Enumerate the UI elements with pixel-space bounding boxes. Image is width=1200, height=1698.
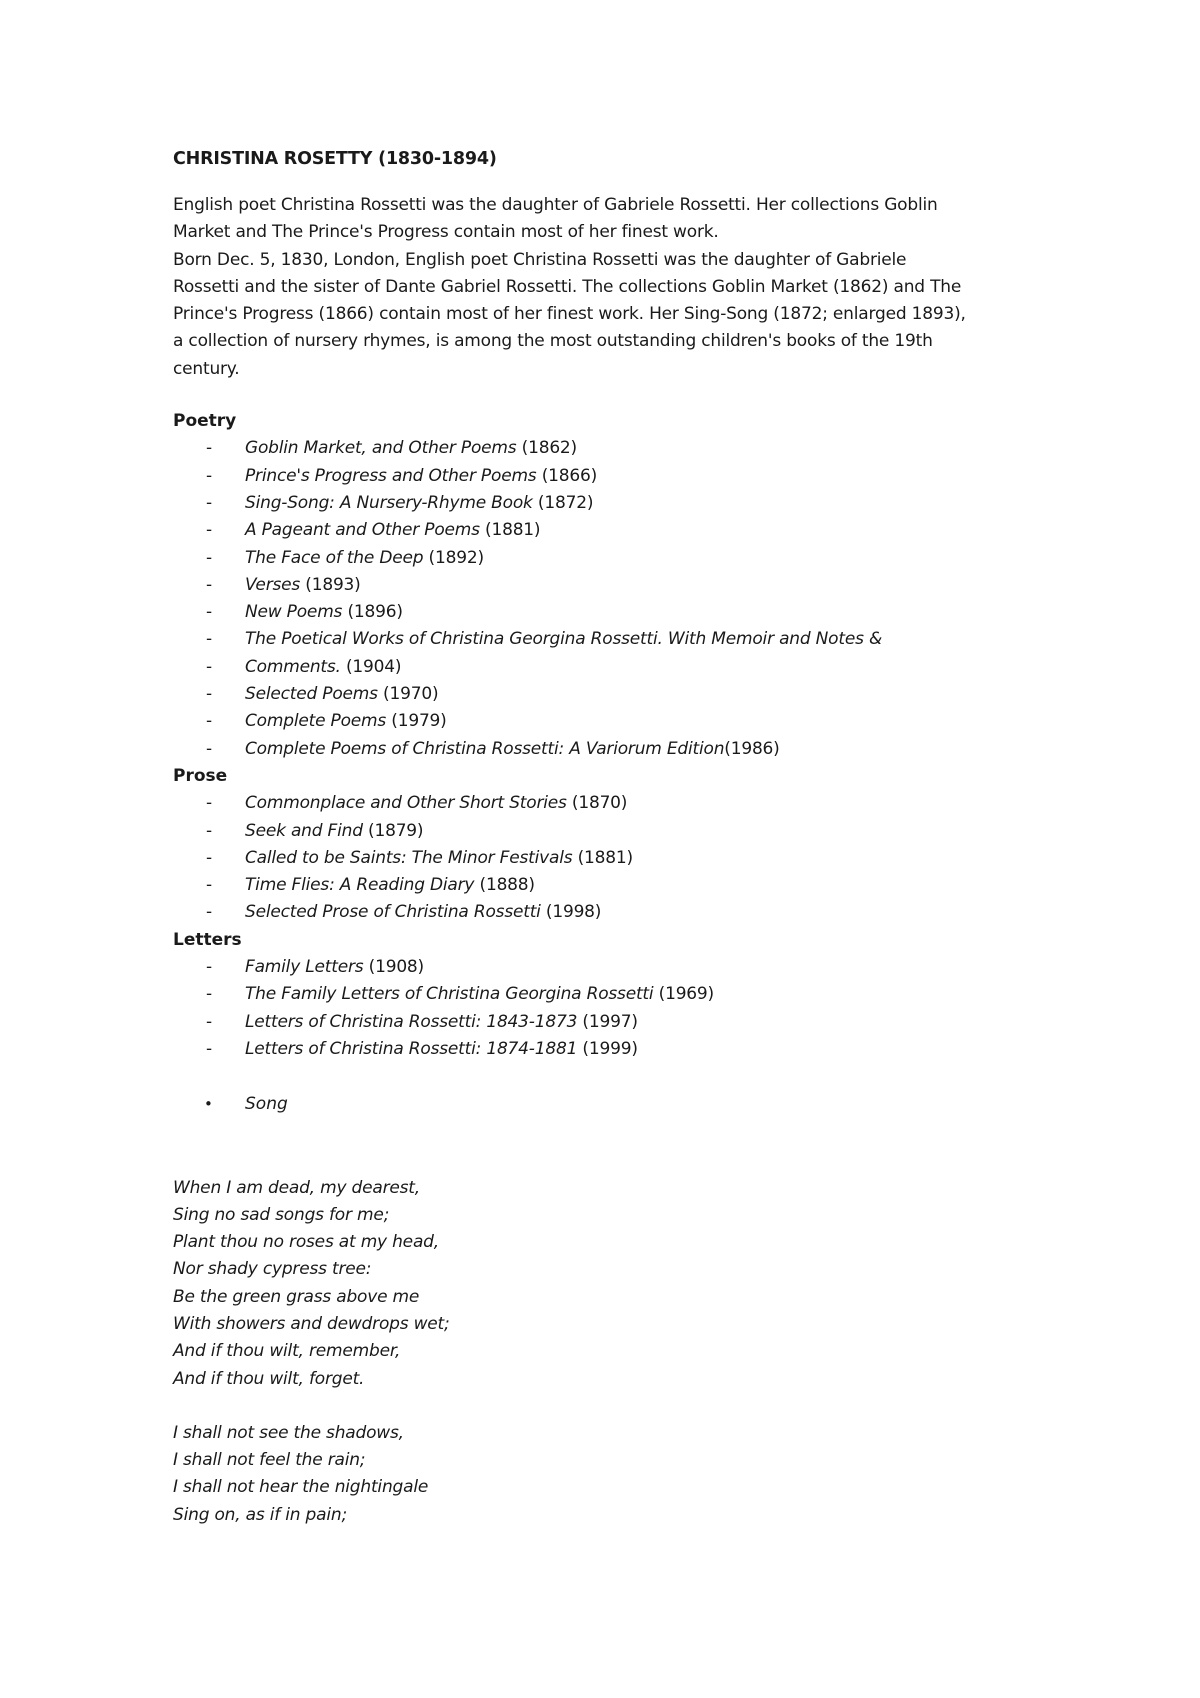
poem-line: Sing no sad songs for me; bbox=[173, 1204, 390, 1225]
list-item bbox=[173, 818, 1033, 845]
dash-marker: - bbox=[206, 438, 212, 459]
section-heading-prose: Prose bbox=[173, 765, 228, 786]
poem-line: And if thou wilt, remember, bbox=[173, 1341, 401, 1362]
work-year: (1881) bbox=[485, 520, 541, 541]
dash-marker: - bbox=[206, 684, 212, 705]
work-year: (1970) bbox=[383, 684, 439, 705]
dash-marker: - bbox=[206, 902, 212, 923]
work-title: Selected Poems bbox=[245, 684, 378, 705]
intro-paragraph bbox=[173, 192, 1033, 383]
list-item bbox=[173, 1036, 1033, 1063]
letters-list bbox=[173, 954, 1033, 1063]
list-item bbox=[173, 435, 1033, 462]
poem-line: With showers and dewdrops wet; bbox=[173, 1313, 450, 1334]
dash-marker: - bbox=[206, 820, 212, 841]
work-title: Verses bbox=[245, 574, 301, 595]
list-item bbox=[173, 981, 1033, 1008]
work-year: (1986) bbox=[724, 738, 780, 759]
work-year: (1866) bbox=[541, 465, 598, 486]
work-title: The Face of the Deep bbox=[245, 547, 424, 568]
intro-line: century. bbox=[173, 358, 240, 379]
prose-list bbox=[173, 790, 1033, 926]
song-title: Song bbox=[245, 1094, 288, 1115]
poem-line: Sing on, as if in pain; bbox=[173, 1504, 347, 1525]
poem-line: Be the green grass above me bbox=[173, 1286, 420, 1307]
dash-marker: - bbox=[206, 875, 212, 896]
poem-stanza-1 bbox=[173, 1175, 1033, 1393]
dash-marker: - bbox=[206, 465, 212, 486]
dash-marker: - bbox=[206, 984, 212, 1005]
work-year: (1979) bbox=[391, 711, 447, 732]
list-item bbox=[173, 517, 1033, 544]
list-item bbox=[173, 681, 1033, 708]
work-title: Family Letters bbox=[245, 957, 364, 978]
list-item bbox=[173, 954, 1033, 981]
document-page bbox=[173, 145, 1033, 1529]
work-title: New Poems bbox=[245, 602, 343, 623]
dash-marker: - bbox=[206, 738, 212, 759]
list-item bbox=[173, 490, 1033, 517]
work-year: (1881) bbox=[577, 847, 633, 868]
work-year: (1892) bbox=[428, 547, 484, 568]
poetry-list bbox=[173, 435, 1033, 763]
work-year: (1872) bbox=[537, 492, 594, 513]
work-title: Selected Prose of Christina Rossetti bbox=[245, 902, 541, 923]
work-title: Called to be Saints: The Minor Festivals bbox=[245, 847, 573, 868]
intro-line: English poet Christina Rossetti was the daughter of Gabriele Rossetti. Her collections Goblin bbox=[173, 195, 938, 215]
poem-line: Nor shady cypress tree: bbox=[173, 1259, 372, 1280]
dash-marker: - bbox=[206, 520, 212, 541]
work-year: (1870) bbox=[571, 793, 628, 814]
dash-marker: - bbox=[206, 574, 212, 595]
intro-line: Born Dec. 5, 1830, London, English poet Christina Rossetti was the daughter of Gabriele bbox=[173, 249, 907, 270]
intro-line: Prince's Progress (1866) contain most of her finest work. Her Sing-Song (1872; enlarged 1893), bbox=[173, 304, 966, 325]
list-item bbox=[173, 654, 1033, 681]
section-heading-letters: Letters bbox=[173, 929, 242, 950]
dash-marker: - bbox=[206, 629, 212, 650]
work-title: The Family Letters of Christina Georgina Rossetti bbox=[245, 984, 654, 1005]
list-item bbox=[173, 872, 1033, 899]
work-title: Commonplace and Other Short Stories bbox=[245, 793, 567, 814]
work-year: (1999) bbox=[582, 1038, 638, 1059]
list-item bbox=[173, 1009, 1033, 1036]
work-title: A Pageant and Other Poems bbox=[245, 520, 480, 541]
work-title: Letters of Christina Rossetti: 1843-1873 bbox=[245, 1011, 578, 1032]
dash-marker: - bbox=[206, 492, 212, 513]
work-year: (1862) bbox=[521, 438, 577, 459]
list-item bbox=[173, 599, 1033, 626]
work-year: (1893) bbox=[305, 574, 361, 595]
dash-marker: - bbox=[206, 1038, 212, 1059]
list-item bbox=[173, 845, 1033, 872]
section-heading-poetry: Poetry bbox=[173, 411, 237, 432]
list-item bbox=[173, 572, 1033, 599]
work-title: Time Flies: A Reading Diary bbox=[245, 875, 475, 896]
work-title: Seek and Find bbox=[245, 820, 363, 841]
intro-line: a collection of nursery rhymes, is among the most outstanding children's books of the 19th bbox=[173, 331, 933, 352]
work-title: Sing-Song: A Nursery-Rhyme Book bbox=[245, 492, 533, 513]
poem-line: Plant thou no roses at my head, bbox=[173, 1232, 439, 1253]
work-year: (1904) bbox=[345, 656, 402, 677]
dash-marker: - bbox=[206, 547, 212, 568]
list-item bbox=[173, 708, 1033, 735]
work-title: Goblin Market, and Other Poems bbox=[245, 438, 517, 459]
bullet-icon: • bbox=[204, 1095, 213, 1114]
song-heading bbox=[173, 1091, 1033, 1118]
work-title: Complete Poems bbox=[245, 711, 387, 732]
work-year: (1888) bbox=[479, 875, 535, 896]
poem-stanza-2 bbox=[173, 1420, 1033, 1529]
list-item bbox=[173, 463, 1033, 490]
list-item bbox=[173, 736, 1033, 763]
work-title: The Poetical Works of Christina Georgina Rossetti. With Memoir and Notes & bbox=[245, 629, 883, 650]
dash-marker: - bbox=[206, 1011, 212, 1032]
work-year: (1969) bbox=[658, 984, 714, 1005]
work-year: (1997) bbox=[582, 1011, 638, 1032]
dash-marker: - bbox=[206, 957, 212, 978]
poem-line: I shall not hear the nightingale bbox=[173, 1477, 429, 1498]
list-item bbox=[173, 790, 1033, 817]
work-year: (1908) bbox=[368, 957, 424, 978]
dash-marker: - bbox=[206, 711, 212, 732]
intro-line: Rossetti and the sister of Dante Gabriel Rossetti. The collections Goblin Market (1862) and The bbox=[173, 276, 962, 297]
dash-marker: - bbox=[206, 602, 212, 623]
work-title: Comments. bbox=[245, 656, 341, 677]
list-item bbox=[173, 626, 1033, 653]
work-title: Prince's Progress and Other Poems bbox=[245, 465, 537, 486]
dash-marker: - bbox=[206, 656, 212, 677]
intro-line: Market and The Prince's Progress contain most of her finest work. bbox=[173, 222, 719, 243]
list-item bbox=[173, 899, 1033, 926]
work-title: Complete Poems of Christina Rossetti: A Variorum Edition bbox=[245, 738, 725, 759]
list-item bbox=[173, 545, 1033, 572]
work-year: (1896) bbox=[347, 602, 403, 623]
poem-line: When I am dead, my dearest, bbox=[173, 1177, 420, 1198]
poem-line: And if thou wilt, forget. bbox=[173, 1368, 365, 1389]
work-title: Letters of Christina Rossetti: 1874-1881 bbox=[245, 1038, 578, 1059]
page-title: CHRISTINA ROSETTY (1830-1894) bbox=[173, 149, 497, 169]
work-year: (1998) bbox=[545, 902, 602, 923]
poem-line: I shall not feel the rain; bbox=[173, 1450, 366, 1471]
work-year: (1879) bbox=[368, 820, 424, 841]
dash-marker: - bbox=[206, 793, 212, 814]
dash-marker: - bbox=[206, 847, 212, 868]
poem-line: I shall not see the shadows, bbox=[173, 1422, 404, 1443]
